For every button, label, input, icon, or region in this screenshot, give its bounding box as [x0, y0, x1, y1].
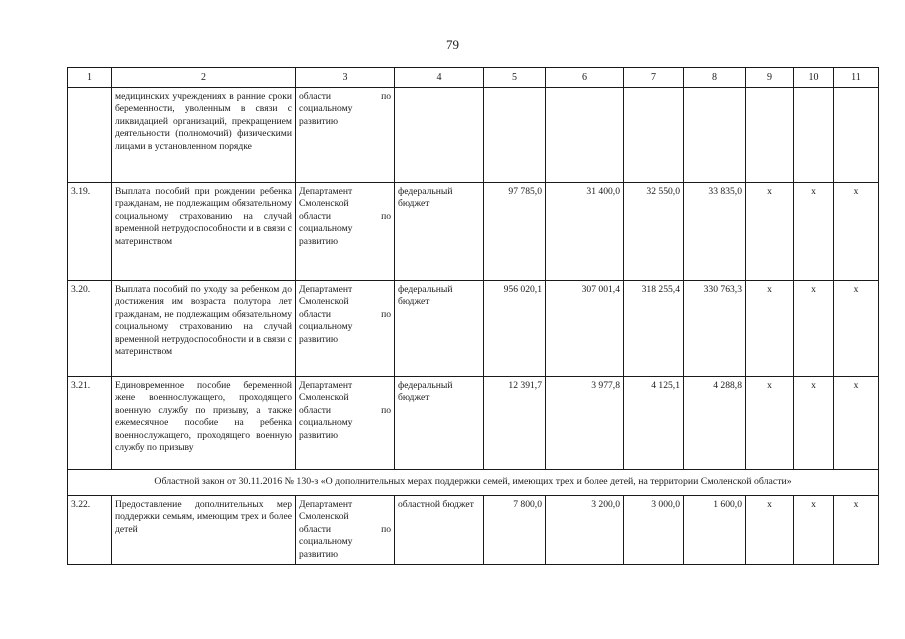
cell-description: Выплата пособий при рождении ребенка гражданам, не подлежащим обязательному социальному страхованию на случай временной нетрудоспособности и в связи с материнством — [112, 183, 296, 281]
cell-amount — [624, 88, 684, 183]
cell-department: Департамент Смоленской области по социальному развитию — [296, 183, 395, 281]
table-row — [68, 377, 879, 470]
cell-description: Предоставление дополнительных мер поддержки семьям, имеющим трех и более детей — [112, 496, 296, 565]
cell-mark: х — [794, 377, 834, 470]
cell-department: Департамент Смоленской области по социальному развитию — [296, 377, 395, 470]
table-row — [68, 183, 879, 281]
cell-mark: х — [794, 496, 834, 565]
cell-amount: 330 763,3 — [684, 281, 746, 377]
column-header: 5 — [484, 68, 546, 88]
column-header: 8 — [684, 68, 746, 88]
cell-department: Департамент Смоленской области по социальному развитию — [296, 281, 395, 377]
cell-mark: х — [794, 281, 834, 377]
cell-source: федеральный бюджет — [395, 281, 484, 377]
cell-description: медицинских учреждениях в ранние сроки беременности, уволенным в связи с ликвидацией организаций, прекращением деятельности (полномочий) физическими лицами в установленном порядке — [112, 88, 296, 183]
cell-department: области по социальному развитию — [296, 88, 395, 183]
cell-mark: х — [746, 281, 794, 377]
cell-description: Выплата пособий по уходу за ребенком до достижения им возраста полутора лет гражданам, не подлежащим обязательному социальному страхованию на случай временной нетрудоспособности и в связи с материнством — [112, 281, 296, 377]
cell-amount: 7 800,0 — [484, 496, 546, 565]
table-row — [68, 496, 879, 565]
cell-description: Единовременное пособие беременной жене военнослужащего, проходящего военную службу по призыву, а также ежемесячное пособие на ребенка военнослужащего, проходящего военную службу по призыву — [112, 377, 296, 470]
column-header: 10 — [794, 68, 834, 88]
cell-mark: х — [834, 281, 879, 377]
cell-amount — [546, 88, 624, 183]
cell-amount: 956 020,1 — [484, 281, 546, 377]
cell-mark: х — [746, 496, 794, 565]
cell-num: 3.21. — [68, 377, 112, 470]
column-header: 3 — [296, 68, 395, 88]
cell-mark: х — [794, 183, 834, 281]
cell-amount: 307 001,4 — [546, 281, 624, 377]
cell-mark: х — [834, 496, 879, 565]
cell-mark: х — [746, 377, 794, 470]
column-header-row — [68, 68, 879, 88]
cell-mark: х — [746, 183, 794, 281]
law-heading: Областной закон от 30.11.2016 № 130-з «О дополнительных мерах поддержки семей, имеющих трех и более детей, на территории Смоленской области» — [68, 470, 879, 496]
cell-amount: 4 125,1 — [624, 377, 684, 470]
cell-mark — [834, 88, 879, 183]
cell-num: 3.22. — [68, 496, 112, 565]
cell-amount — [684, 88, 746, 183]
table-row — [68, 281, 879, 377]
cell-mark — [746, 88, 794, 183]
column-header: 4 — [395, 68, 484, 88]
cell-mark: х — [834, 377, 879, 470]
cell-amount: 33 835,0 — [684, 183, 746, 281]
cell-amount: 4 288,8 — [684, 377, 746, 470]
table-row-continuation — [68, 88, 879, 183]
cell-mark — [794, 88, 834, 183]
cell-amount: 1 600,0 — [684, 496, 746, 565]
cell-amount: 32 550,0 — [624, 183, 684, 281]
column-header: 11 — [834, 68, 879, 88]
cell-num: 3.20. — [68, 281, 112, 377]
cell-amount: 3 200,0 — [546, 496, 624, 565]
budget-table — [67, 67, 879, 565]
column-header: 1 — [68, 68, 112, 88]
column-header: 7 — [624, 68, 684, 88]
cell-department: Департамент Смоленской области по социальному развитию — [296, 496, 395, 565]
cell-source: федеральный бюджет — [395, 377, 484, 470]
cell-amount: 97 785,0 — [484, 183, 546, 281]
cell-mark: х — [834, 183, 879, 281]
cell-amount: 31 400,0 — [546, 183, 624, 281]
cell-source: областной бюджет — [395, 496, 484, 565]
cell-amount: 318 255,4 — [624, 281, 684, 377]
cell-source — [395, 88, 484, 183]
cell-amount: 12 391,7 — [484, 377, 546, 470]
page-number: 79 — [446, 37, 459, 52]
column-header: 2 — [112, 68, 296, 88]
cell-amount: 3 000,0 — [624, 496, 684, 565]
cell-amount — [484, 88, 546, 183]
law-heading-row — [68, 470, 879, 496]
cell-num — [68, 88, 112, 183]
cell-amount: 3 977,8 — [546, 377, 624, 470]
column-header: 6 — [546, 68, 624, 88]
cell-num: 3.19. — [68, 183, 112, 281]
cell-source: федеральный бюджет — [395, 183, 484, 281]
column-header: 9 — [746, 68, 794, 88]
